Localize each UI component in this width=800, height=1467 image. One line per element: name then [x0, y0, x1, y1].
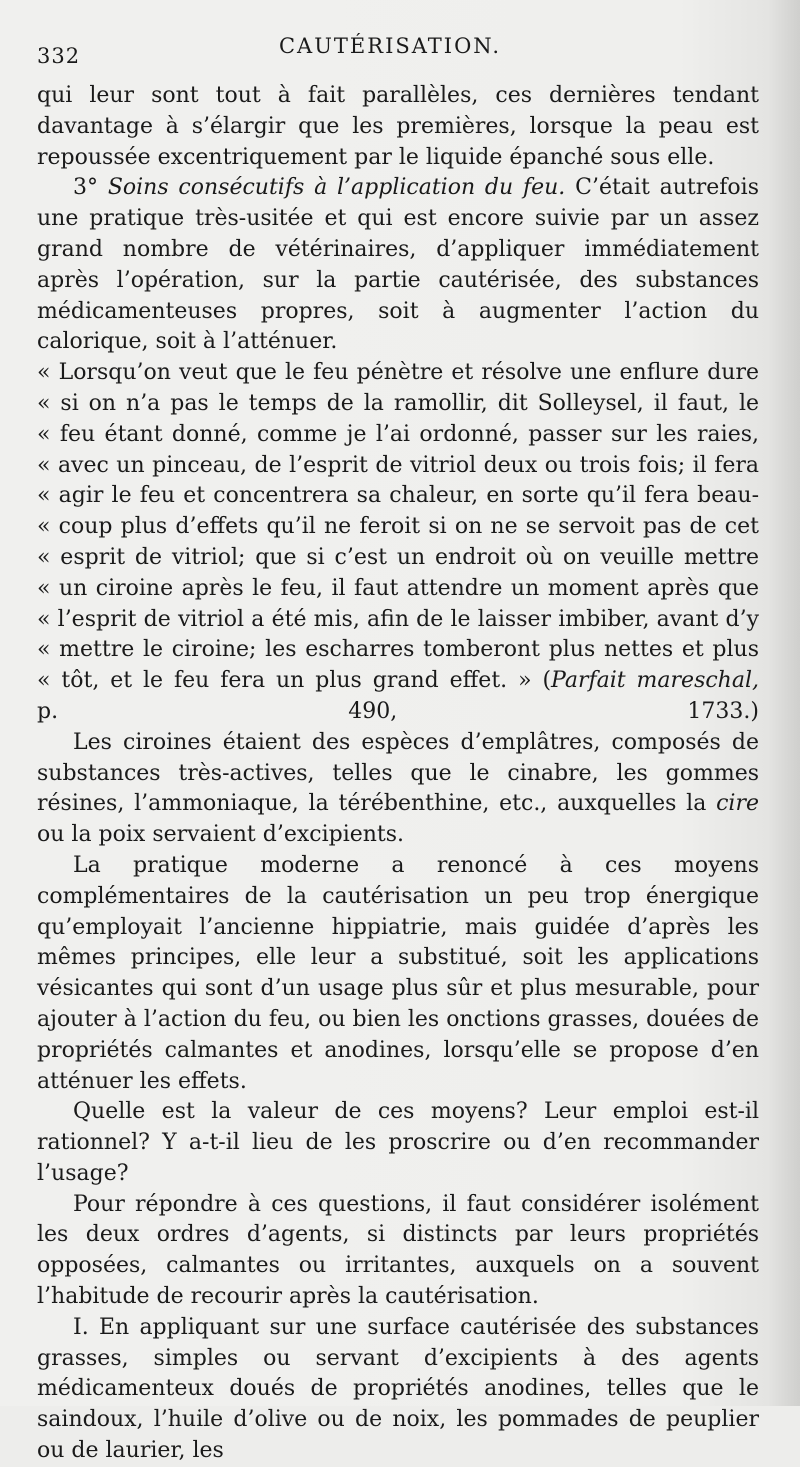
paragraph-text: C’était autrefois une pratique très-usitée et qui est encore suivie par un assez grand nombre de vétérinaires, d’appliquer immédiatement après l’opération, sur la partie cautérisée, des substances médicamenteuses propres, soit à augmenter l’action du calorique, soit à l’atténuer. — [37, 175, 759, 355]
body-text — [37, 81, 759, 1467]
quote-line: « avec un pinceau, de l’esprit de vitriol deux ou trois fois; il fera — [37, 452, 759, 478]
paragraph-pratique-moderne: La pratique moderne a renoncé à ces moyens complémentaires de la cautérisation un peu trop énergique qu’employait l’ancienne hippiatrie, mais guidée d’après les mêmes principes, elle leur a substitué, soit les applications vésicantes qui sont d’un usage plus sûr et plus mesurable, pour ajouter à l’action du feu, ou bien les onctions grasses, douées de propriétés calmantes et anodines, lorsqu’elle se propose d’en atténuer les effets. — [37, 852, 760, 1094]
quote-line: « coup plus d’effets qu’il ne feroit si on ne se servoit pas de cet — [37, 514, 759, 540]
paragraph-section-i: I. En appliquant sur une surface cautérisée des substances grasses, simples ou servant d’excipients à des agents médicamenteux doués de propriétés anodines, telles que le saindoux, l’huile d’olive ou de noix, les pommades de peuplier ou de laurier, les — [37, 1314, 759, 1464]
paragraph-reponse: Pour répondre à ces questions, il faut considérer isolément les deux ordres d’agents, si distincts par leurs propriétés opposées, calmantes ou irritantes, auxquels on a souvent l’habitude de recourir après la cautérisation. — [37, 1191, 759, 1310]
quote-line: « esprit de vitriol; que si c’est un endroit où on veuille mettre — [37, 544, 759, 570]
quote-line: « feu étant donné, comme je l’ai ordonné, passer sur les raies, — [37, 421, 759, 447]
paragraph-questions: Quelle est la valeur de ces moyens? Leur emploi est-il rationnel? Y a-t-il lieu de les proscrire ou d’en recommander l’usage? — [37, 1099, 759, 1186]
paragraph-soins-consecutifs — [37, 173, 759, 358]
section-number: 3° — [73, 175, 98, 201]
paragraph-text: Les ciroines étaient des espèces d’emplâtres, composés de substances très-actives, telles que le cinabre, les gommes résines, l’ammoniaque, la térébenthine, etc., auxquelles la — [37, 729, 759, 817]
quote-line-start: « tôt, et le feu fera un plus grand effet. » ( — [37, 668, 552, 694]
quote-last-line — [37, 666, 759, 697]
quote-line: « l’esprit de vitriol a été mis, afin de le laisser imbiber, avant d’y — [37, 606, 759, 632]
quote-line: « un ciroine après le feu, il faut attendre un moment après que — [37, 575, 759, 601]
citation-title: Parfait mareschal, — [551, 668, 759, 694]
italic-term: cire — [716, 791, 759, 817]
section-title: Soins consécutifs à l’application du feu. — [107, 175, 566, 201]
running-title: CAUTÉRISATION. — [278, 34, 501, 58]
quote-line: « mettre le ciroine; les escharres tomberont plus nettes et plus — [37, 637, 759, 663]
citation-reference: p. 490, 1733.) — [37, 698, 759, 724]
solleysel-quotation — [37, 358, 759, 728]
quote-line: « Lorsqu’on veut que le feu pénètre et résolve une enflure dure — [37, 360, 759, 386]
paragraph-text: ou la poix servaient d’excipients. — [37, 822, 405, 848]
page-header — [0, 30, 800, 68]
paragraph-ciroines — [37, 728, 759, 851]
page-number: 332 — [37, 44, 81, 68]
quote-line: « si on n’a pas le temps de la ramollir, dit Solleysel, il faut, le — [37, 390, 759, 416]
quote-line: « agir le feu et concentrera sa chaleur, en sorte qu’il fera beau- — [37, 483, 759, 509]
paragraph-continuation: qui leur sont tout à fait parallèles, ces dernières tendant davantage à s’élargir que les premières, lorsque la peau est repoussée excentriquement par le liquide épanché sous elle. — [37, 83, 759, 170]
